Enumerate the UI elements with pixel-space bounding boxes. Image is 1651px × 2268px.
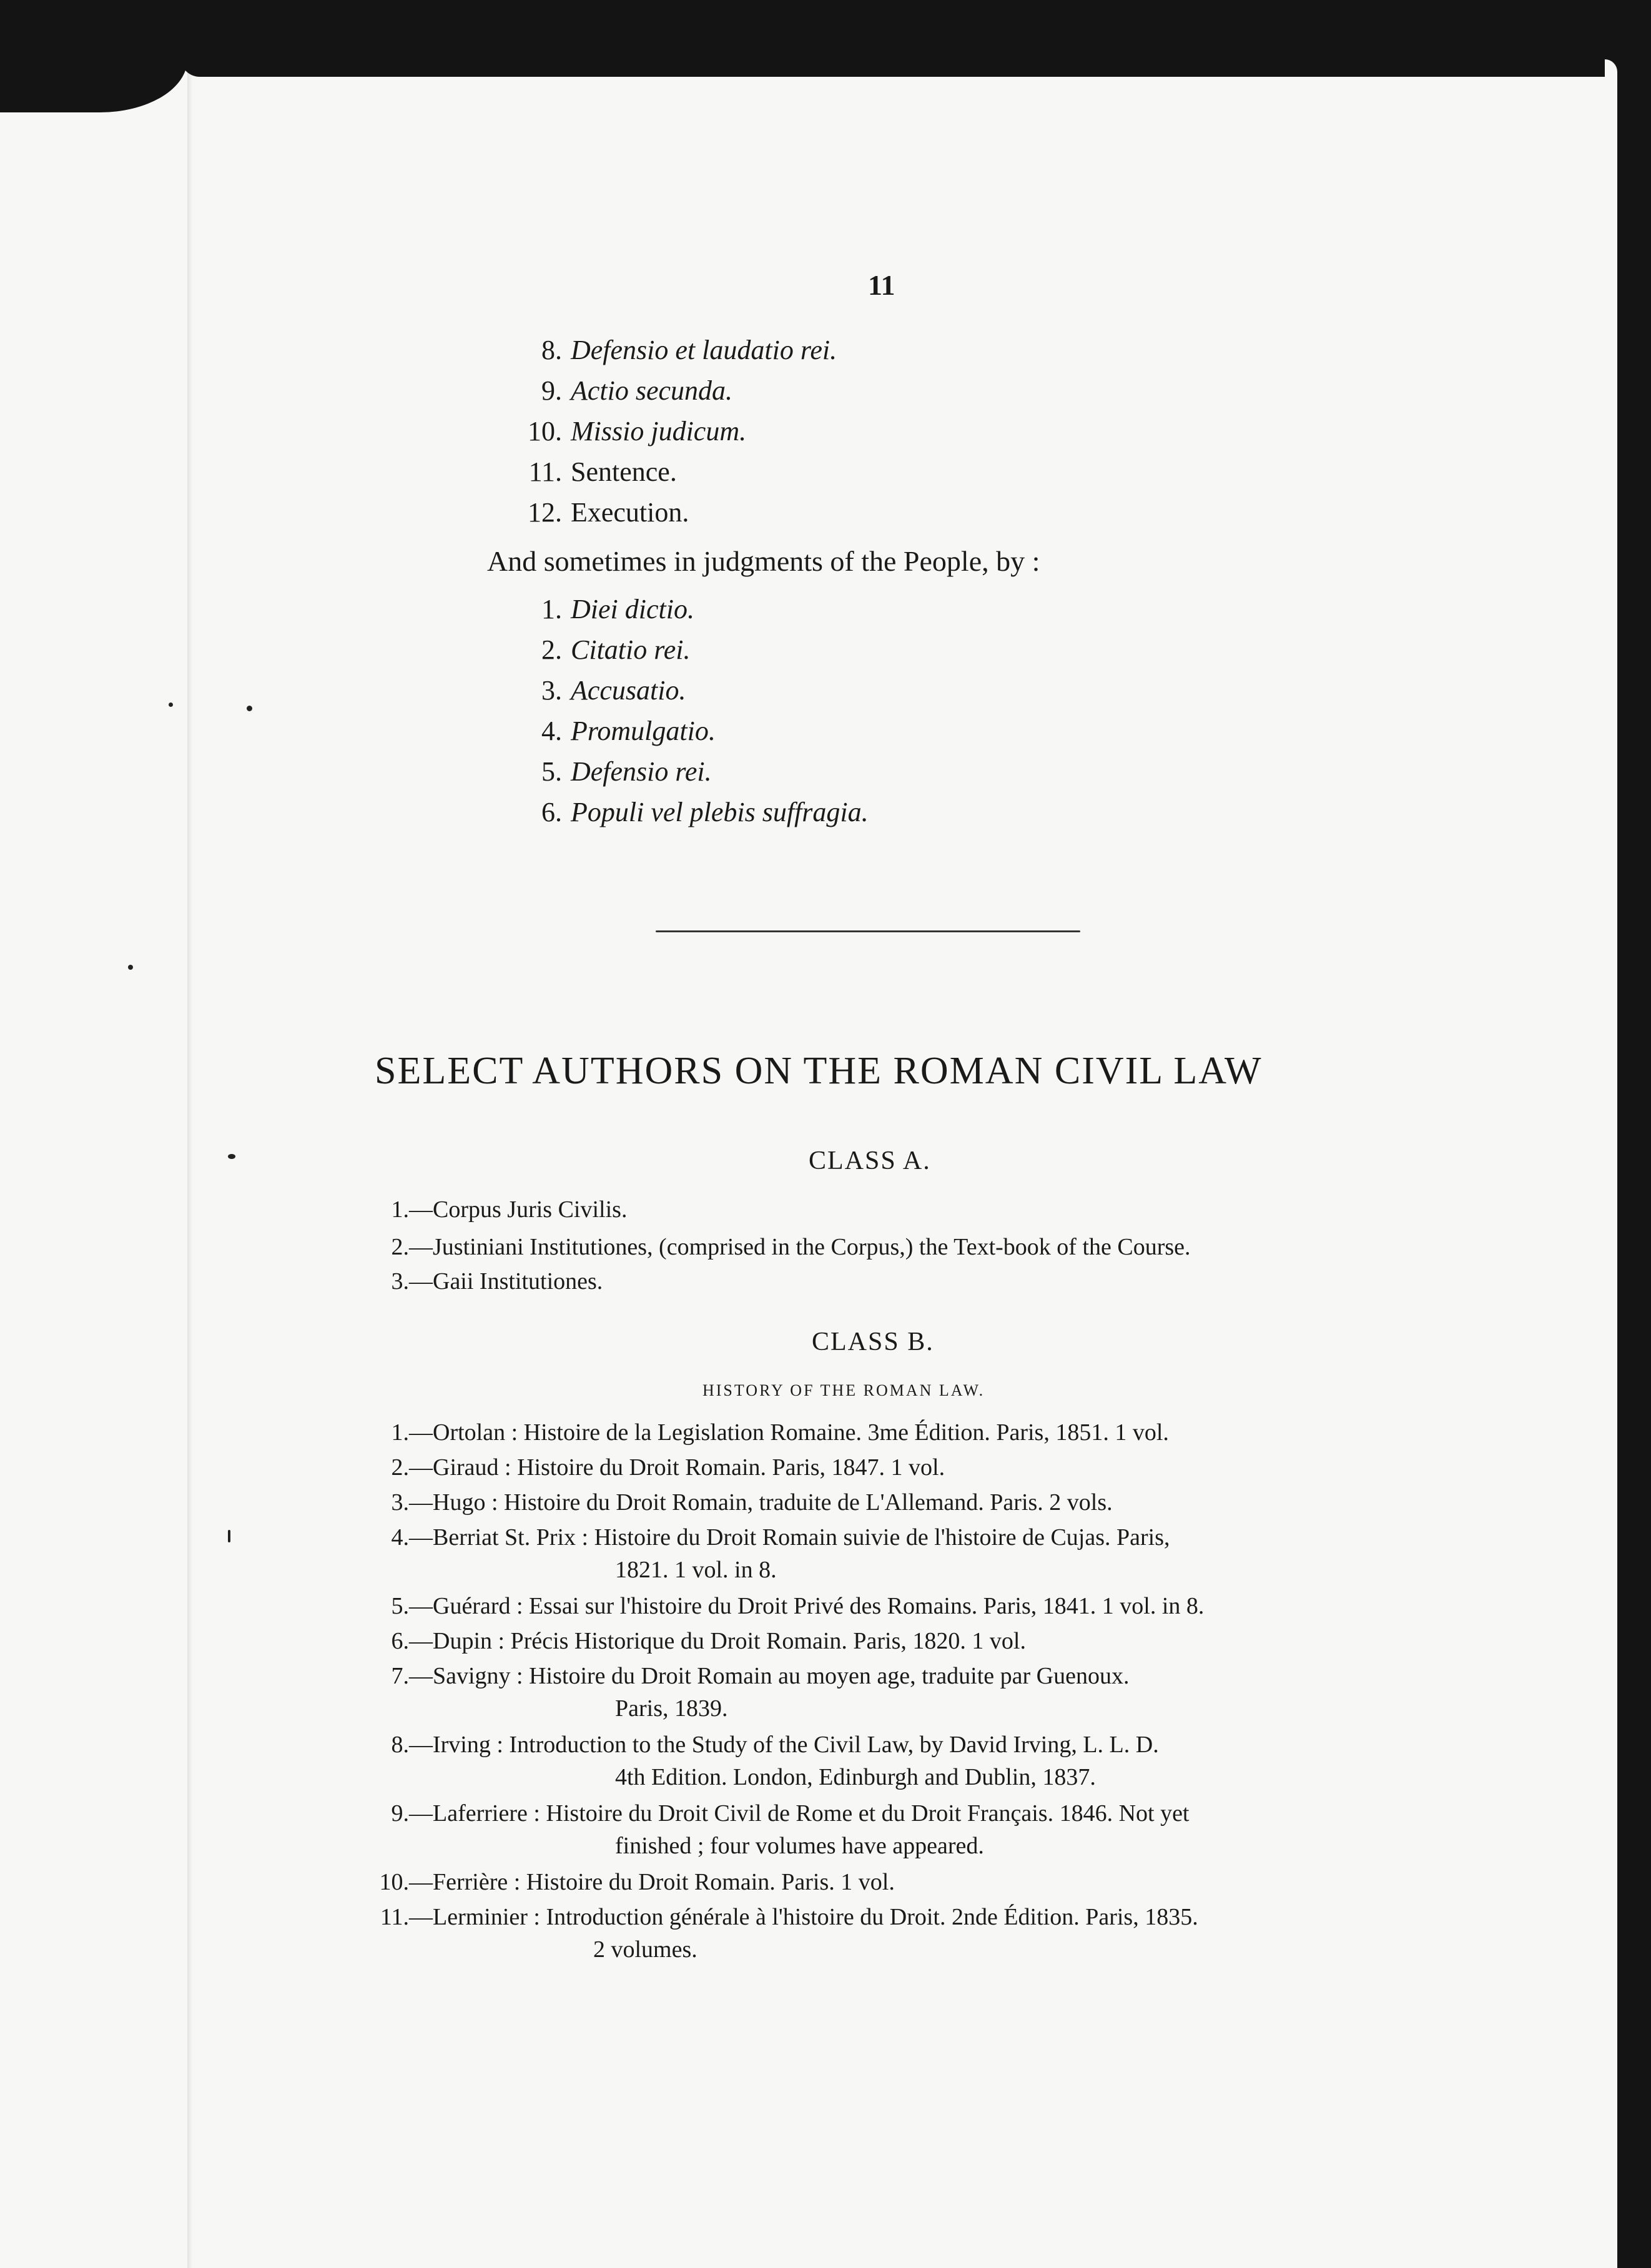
list-item: 12. Execution. xyxy=(528,497,689,528)
list-item-continuation: Paris, 1839. xyxy=(615,1695,728,1722)
people-intro: And sometimes in judgments of the People, by : xyxy=(487,545,1040,577)
list-item-continuation: 4th Edition. London, Edinburgh and Dublin, 1837. xyxy=(615,1764,1096,1790)
list-item: 1. Diei dictio. xyxy=(541,594,694,624)
list-item: 7.—Savigny : Histoire du Droit Romain au moyen age, traduite par Guenoux. xyxy=(391,1663,1130,1689)
list-item: 4.—Berriat St. Prix : Histoire du Droit Romain suivie de l'histoire de Cujas. Paris, xyxy=(391,1524,1170,1551)
list-item: 10.—Ferrière : Histoire du Droit Romain. Paris. 1 vol. xyxy=(379,1869,895,1895)
list-item: 9.—Laferriere : Histoire du Droit Civil de Rome et du Droit Français. 1846. Not yet xyxy=(391,1800,1190,1827)
scan-top-edge xyxy=(181,59,1605,77)
scan-speck xyxy=(247,706,252,711)
list-item: 8. Defensio et laudatio rei. xyxy=(541,335,837,365)
scan-speck xyxy=(228,1154,235,1159)
list-item: 11.—Lerminier : Introduction générale à l'histoire du Droit. 2nde Édition. Paris, 1835. xyxy=(380,1904,1198,1930)
class-b-subtitle: HISTORY OF THE ROMAN LAW. xyxy=(702,1381,985,1399)
section-heading: SELECT AUTHORS ON THE ROMAN CIVIL LAW xyxy=(375,1050,1263,1092)
list-item: 11. Sentence. xyxy=(528,456,677,487)
class-a-title: CLASS A. xyxy=(809,1146,931,1175)
list-item-continuation: finished ; four volumes have appeared. xyxy=(615,1833,984,1859)
list-item: 2. Citatio rei. xyxy=(541,634,691,665)
list-item: 3.—Gaii Institutiones. xyxy=(391,1268,603,1294)
list-item: 8.—Irving : Introduction to the Study of the Civil Law, by David Irving, L. L. D. xyxy=(391,1732,1159,1758)
list-item: 3. Accusatio. xyxy=(541,675,686,706)
scan-speck xyxy=(228,1530,230,1542)
list-item: 4. Promulgatio. xyxy=(541,716,716,746)
list-item: 2.—Giraud : Histoire du Droit Romain. Paris, 1847. 1 vol. xyxy=(391,1454,945,1481)
list-item: 6.—Dupin : Précis Historique du Droit Romain. Paris, 1820. 1 vol. xyxy=(391,1628,1026,1654)
list-item: 2.—Justiniani Institutiones, (comprised in the Corpus,) the Text-book of the Course. xyxy=(391,1234,1191,1260)
page-number: 11 xyxy=(868,269,895,301)
list-item: 1.—Ortolan : Histoire de la Legislation Romaine. 3me Édition. Paris, 1851. 1 vol. xyxy=(391,1419,1169,1446)
list-item: 9. Actio secunda. xyxy=(541,375,733,406)
list-item: 6. Populi vel plebis suffragia. xyxy=(541,797,869,827)
list-item: 3.—Hugo : Histoire du Droit Romain, traduite de L'Allemand. Paris. 2 vols. xyxy=(391,1489,1113,1516)
list-item: 5.—Guérard : Essai sur l'histoire du Droit Privé des Romains. Paris, 1841. 1 vol. in 8. xyxy=(391,1593,1205,1619)
list-item-continuation: 1821. 1 vol. in 8. xyxy=(615,1557,777,1583)
list-item-continuation: 2 volumes. xyxy=(593,1936,697,1963)
section-divider xyxy=(656,930,1080,932)
list-item: 5. Defensio rei. xyxy=(541,756,712,787)
list-item: 10. Missio judicum. xyxy=(528,416,747,446)
page-fold xyxy=(187,59,192,2268)
scan-speck xyxy=(128,965,133,970)
list-item: 1.—Corpus Juris Civilis. xyxy=(391,1196,628,1223)
class-b-title: CLASS B. xyxy=(812,1328,934,1356)
scan-speck xyxy=(169,703,173,707)
